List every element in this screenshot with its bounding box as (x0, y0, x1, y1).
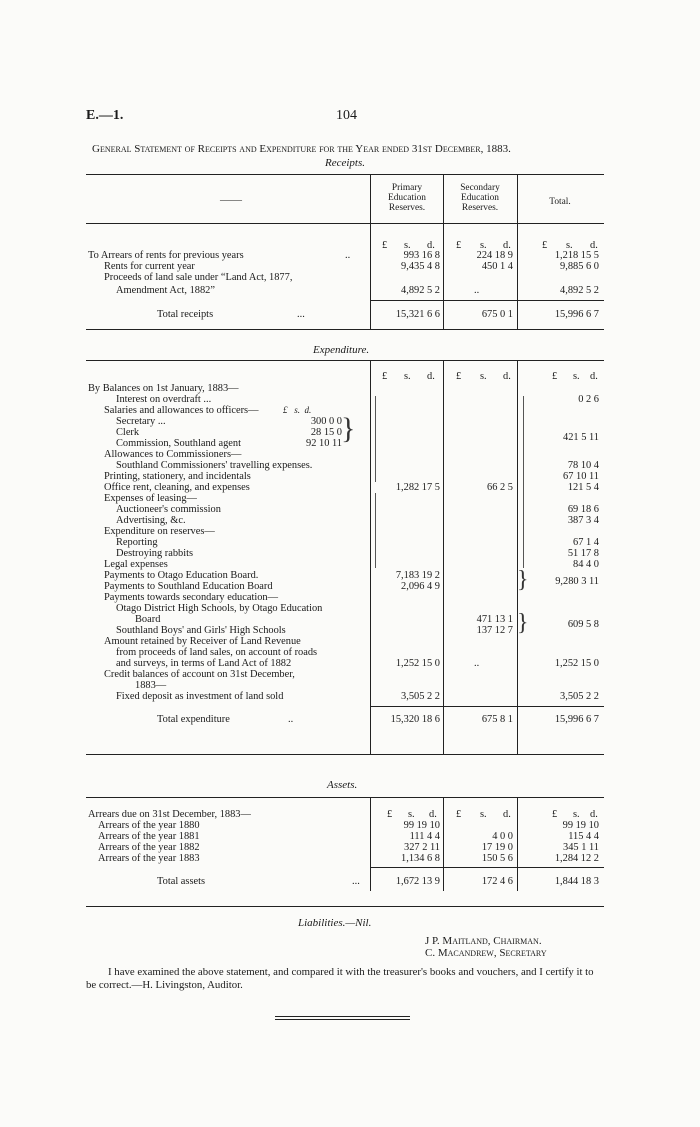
currency-pence: d. (590, 240, 598, 251)
expenditure-line: Board (135, 614, 161, 625)
page-number: 104 (336, 108, 357, 123)
col-divider-1 (370, 174, 371, 330)
exp-total: 67 10 11 (563, 471, 599, 482)
exp-secondary: 137 12 7 (476, 625, 513, 636)
col-divider-1 (370, 360, 371, 754)
currency-pence: d. (503, 240, 511, 251)
receipts-header-rule (86, 223, 604, 224)
expenditure-line: Legal expenses (104, 559, 168, 570)
page-code: E.—1. (86, 108, 124, 123)
assets-subtotal-rule (370, 867, 604, 868)
receipt-primary: 4,892 5 2 (401, 285, 440, 296)
liabilities-line: Liabilities.—Nil. (298, 917, 372, 929)
exp-secondary: .. (474, 658, 480, 669)
exp-total: 84 4 0 (573, 559, 599, 570)
right-brace: } (517, 567, 529, 593)
currency-pence: d. (503, 371, 511, 382)
currency-pound: £ (456, 809, 462, 820)
exp-total: 387 3 4 (567, 515, 599, 526)
receipt-secondary: 450 1 4 (481, 261, 513, 272)
right-brace: } (341, 412, 356, 445)
expenditure-line: Reporting (116, 537, 158, 548)
exp-sub: 92 10 11 (306, 438, 342, 449)
currency-pence: d. (590, 371, 598, 382)
col-header-total: Total. (549, 197, 571, 207)
receipt-total: 1,218 15 5 (554, 250, 599, 261)
end-rule (275, 1016, 410, 1017)
expenditure-line: Destroying rabbits (116, 548, 194, 559)
asset-total: 99 19 10 (562, 820, 599, 831)
exp-total: 0 2 6 (578, 394, 599, 405)
expenditure-subtotal-rule (370, 706, 604, 707)
col-divider-3 (517, 797, 518, 891)
asset-total: 1,284 12 2 (554, 853, 599, 864)
page-title: General Statement of Receipts and Expenditure for the Year ended 31st December, 1883. (92, 143, 511, 155)
exp-total: 78 10 4 (567, 460, 599, 471)
asset-primary: 99 19 10 (403, 820, 440, 831)
asset-total: 115 4 4 (568, 831, 599, 842)
expenditure-line: Credit balances of account on 31st December, (104, 669, 295, 680)
expenditure-line: Payments to Otago Education Board. (104, 570, 259, 581)
receipt-secondary: .. (474, 285, 480, 296)
expenditure-line: Expenses of leasing— (104, 493, 197, 504)
currency-pence: d. (427, 371, 435, 382)
currency-pound: £ (382, 371, 388, 382)
col-divider-1 (370, 797, 371, 891)
total-assets-secondary: 172 4 6 (481, 876, 513, 887)
asset-secondary: 150 5 6 (481, 853, 513, 864)
exp-total: 421 5 11 (563, 432, 599, 443)
asset-primary: 111 4 4 (409, 831, 440, 842)
receipt-row-label: To Arrears of rents for previous years (88, 250, 244, 261)
currency-shilling: s. (408, 809, 415, 820)
currency-pound: £ (387, 809, 393, 820)
leader-dots: ... (352, 876, 360, 887)
col-header-primary: Primary Education Reserves. (387, 183, 426, 213)
expenditure-top-rule (86, 360, 604, 361)
exp-sub: 300 0 0 (310, 416, 342, 427)
expenditure-line: Commission, Southland agent (116, 438, 241, 449)
signature-chairman: J P. Maitland, Chairman. (425, 935, 542, 947)
col-divider-3 (517, 174, 518, 330)
exp-primary: 1,252 15 0 (395, 658, 440, 669)
total-assets-total: 1,844 18 3 (554, 876, 599, 887)
balances-secondary: 66 2 5 (487, 482, 513, 493)
expenditure-bottom-rule (86, 754, 604, 755)
receipt-primary: 993 16 8 (403, 250, 440, 261)
assets-line: Arrears of the year 1881 (98, 831, 200, 842)
currency-shilling: s. (480, 240, 487, 251)
currency-shilling: s. (573, 809, 580, 820)
expenditure-line: Otago District High Schools, by Otago Education (116, 603, 323, 614)
total-exp-secondary: 675 8 1 (481, 714, 513, 725)
currency-pence: d. (427, 240, 435, 251)
expenditure-line: Salaries and allowances to officers— (104, 405, 259, 416)
col-header-secondary: Secondary Education Reserves. (460, 183, 500, 213)
expenditure-heading: Expenditure. (313, 344, 370, 356)
exp-total: 51 17 8 (567, 548, 599, 559)
auditor-note: I have examined the above statement, and compared it with the treasurer's books and vouchers, and I certify it to be correct.—H. Livingston, Auditor. (86, 966, 594, 991)
signature-secretary: C. Macandrew, Secretary (425, 947, 547, 959)
currency-pound: £ (456, 240, 462, 251)
asset-secondary: 4 0 0 (492, 831, 513, 842)
payments-total: 9,280 3 11 (555, 576, 599, 587)
receipt-row-label: Proceeds of land sale under “Land Act, 1877, (104, 272, 293, 283)
total-expenditure-label: Total expenditure (157, 714, 230, 725)
assets-bottom-rule (86, 906, 604, 907)
receipt-primary: 9,435 4 8 (401, 261, 440, 272)
receipt-row-label: Amendment Act, 1882” (116, 285, 215, 296)
assets-line: Arrears of the year 1883 (98, 853, 200, 864)
expenditure-line: Southland Boys' and Girls' High Schools (116, 625, 286, 636)
expenditure-line: Southland Commissioners' travelling expenses. (116, 460, 313, 471)
expenditure-line: Amount retained by Receiver of Land Revenue (104, 636, 301, 647)
receipts-dash: —— (220, 194, 242, 206)
col-divider-2 (443, 797, 444, 891)
total-assets-label: Total assets (157, 876, 206, 887)
col-divider-3 (517, 360, 518, 754)
receipt-row-label: Rents for current year (104, 261, 195, 272)
currency-pence: d. (590, 809, 598, 820)
receipt-total: 4,892 5 2 (560, 285, 599, 296)
right-brace: } (517, 610, 529, 636)
total-assets-primary: 1,672 13 9 (395, 876, 440, 887)
receipts-bottom-rule (86, 329, 604, 330)
currency-pence: d. (429, 809, 437, 820)
exp-total: 1,252 15 0 (554, 658, 599, 669)
assets-line: Arrears of the year 1880 (98, 820, 200, 831)
expenditure-line: By Balances on 1st January, 1883— (88, 383, 239, 394)
expenditure-line: from proceeds of land sales, on account of roads (116, 647, 318, 658)
expenditure-line: Expenditure on reserves— (104, 526, 215, 537)
currency-shilling: s. (566, 240, 573, 251)
exp-primary: 2,096 4 9 (401, 581, 440, 592)
asset-secondary: 17 19 0 (481, 842, 513, 853)
receipts-heading: Receipts. (325, 157, 366, 169)
expenditure-line: Payments to Southland Education Board (104, 581, 273, 592)
assets-line: Arrears of the year 1882 (98, 842, 200, 853)
total-exp-total: 15,996 6 7 (554, 714, 599, 725)
col-divider-2 (443, 174, 444, 330)
currency-shilling: s. (404, 371, 411, 382)
currency-pound: £ (552, 809, 558, 820)
currency-shilling: s. (480, 809, 487, 820)
currency-pound: £ (382, 240, 388, 251)
receipt-secondary: 224 18 9 (476, 250, 513, 261)
exp-primary: 7,183 19 2 (395, 570, 440, 581)
expenditure-line: Secretary ... (116, 416, 166, 427)
currency-pound: £ (542, 240, 548, 251)
end-rule (275, 1019, 410, 1020)
currency-pound: £ (552, 371, 558, 382)
leader-dots: .. (345, 250, 351, 261)
balances-primary: 1,282 17 5 (372, 482, 440, 493)
exp-total: 69 18 6 (567, 504, 599, 515)
exp-total: 121 5 4 (567, 482, 599, 493)
expenditure-line: 1883— (135, 680, 167, 691)
currency-shilling: s. (573, 371, 580, 382)
currency-pound: £ (456, 371, 462, 382)
expenditure-line: Payments towards secondary education— (104, 592, 278, 603)
col-divider-2 (443, 360, 444, 754)
receipts-top-rule (86, 174, 604, 175)
secondary-total: 609 5 8 (567, 619, 599, 630)
assets-line: Arrears due on 31st December, 1883— (88, 809, 251, 820)
receipts-subtotal-rule (370, 300, 604, 301)
expenditure-line: Interest on overdraft ... (116, 394, 212, 405)
leader-dots: .. (288, 714, 294, 725)
assets-top-rule (86, 797, 604, 798)
total-receipts-total: 15,996 6 7 (554, 309, 599, 320)
exp-primary: 3,505 2 2 (401, 691, 440, 702)
sub-currency-header: £ s. d. (283, 405, 312, 415)
currency-shilling: s. (480, 371, 487, 382)
exp-total: 3,505 2 2 (560, 691, 599, 702)
total-exp-primary: 15,320 18 6 (390, 714, 440, 725)
balances-bracket-right (523, 396, 524, 568)
expenditure-line: Allowances to Commissioners— (104, 449, 242, 460)
leader-dots: ... (297, 309, 305, 320)
expenditure-line: Auctioneer's commission (116, 504, 221, 515)
assets-heading: Assets. (327, 779, 358, 791)
exp-sub: 28 15 0 (310, 427, 342, 438)
currency-shilling: s. (404, 240, 411, 251)
expenditure-line: Clerk (116, 427, 140, 438)
asset-primary: 327 2 11 (404, 842, 440, 853)
total-receipts-primary: 15,321 6 6 (395, 309, 440, 320)
expenditure-line: Printing, stationery, and incidentals (104, 471, 251, 482)
expenditure-line: and surveys, in terms of Land Act of 1882 (116, 658, 292, 669)
currency-pence: d. (503, 809, 511, 820)
expenditure-line: Office rent, cleaning, and expenses (104, 482, 250, 493)
expenditure-line: Advertising, &c. (116, 515, 186, 526)
exp-secondary: 471 13 1 (476, 614, 513, 625)
expenditure-line: Fixed deposit as investment of land sold (116, 691, 284, 702)
asset-total: 345 1 11 (563, 842, 599, 853)
exp-total: 67 1 4 (573, 537, 599, 548)
total-receipts-secondary: 675 0 1 (481, 309, 513, 320)
asset-primary: 1,134 6 8 (401, 853, 440, 864)
total-receipts-label: Total receipts (157, 309, 214, 320)
receipt-total: 9,885 6 0 (560, 261, 599, 272)
